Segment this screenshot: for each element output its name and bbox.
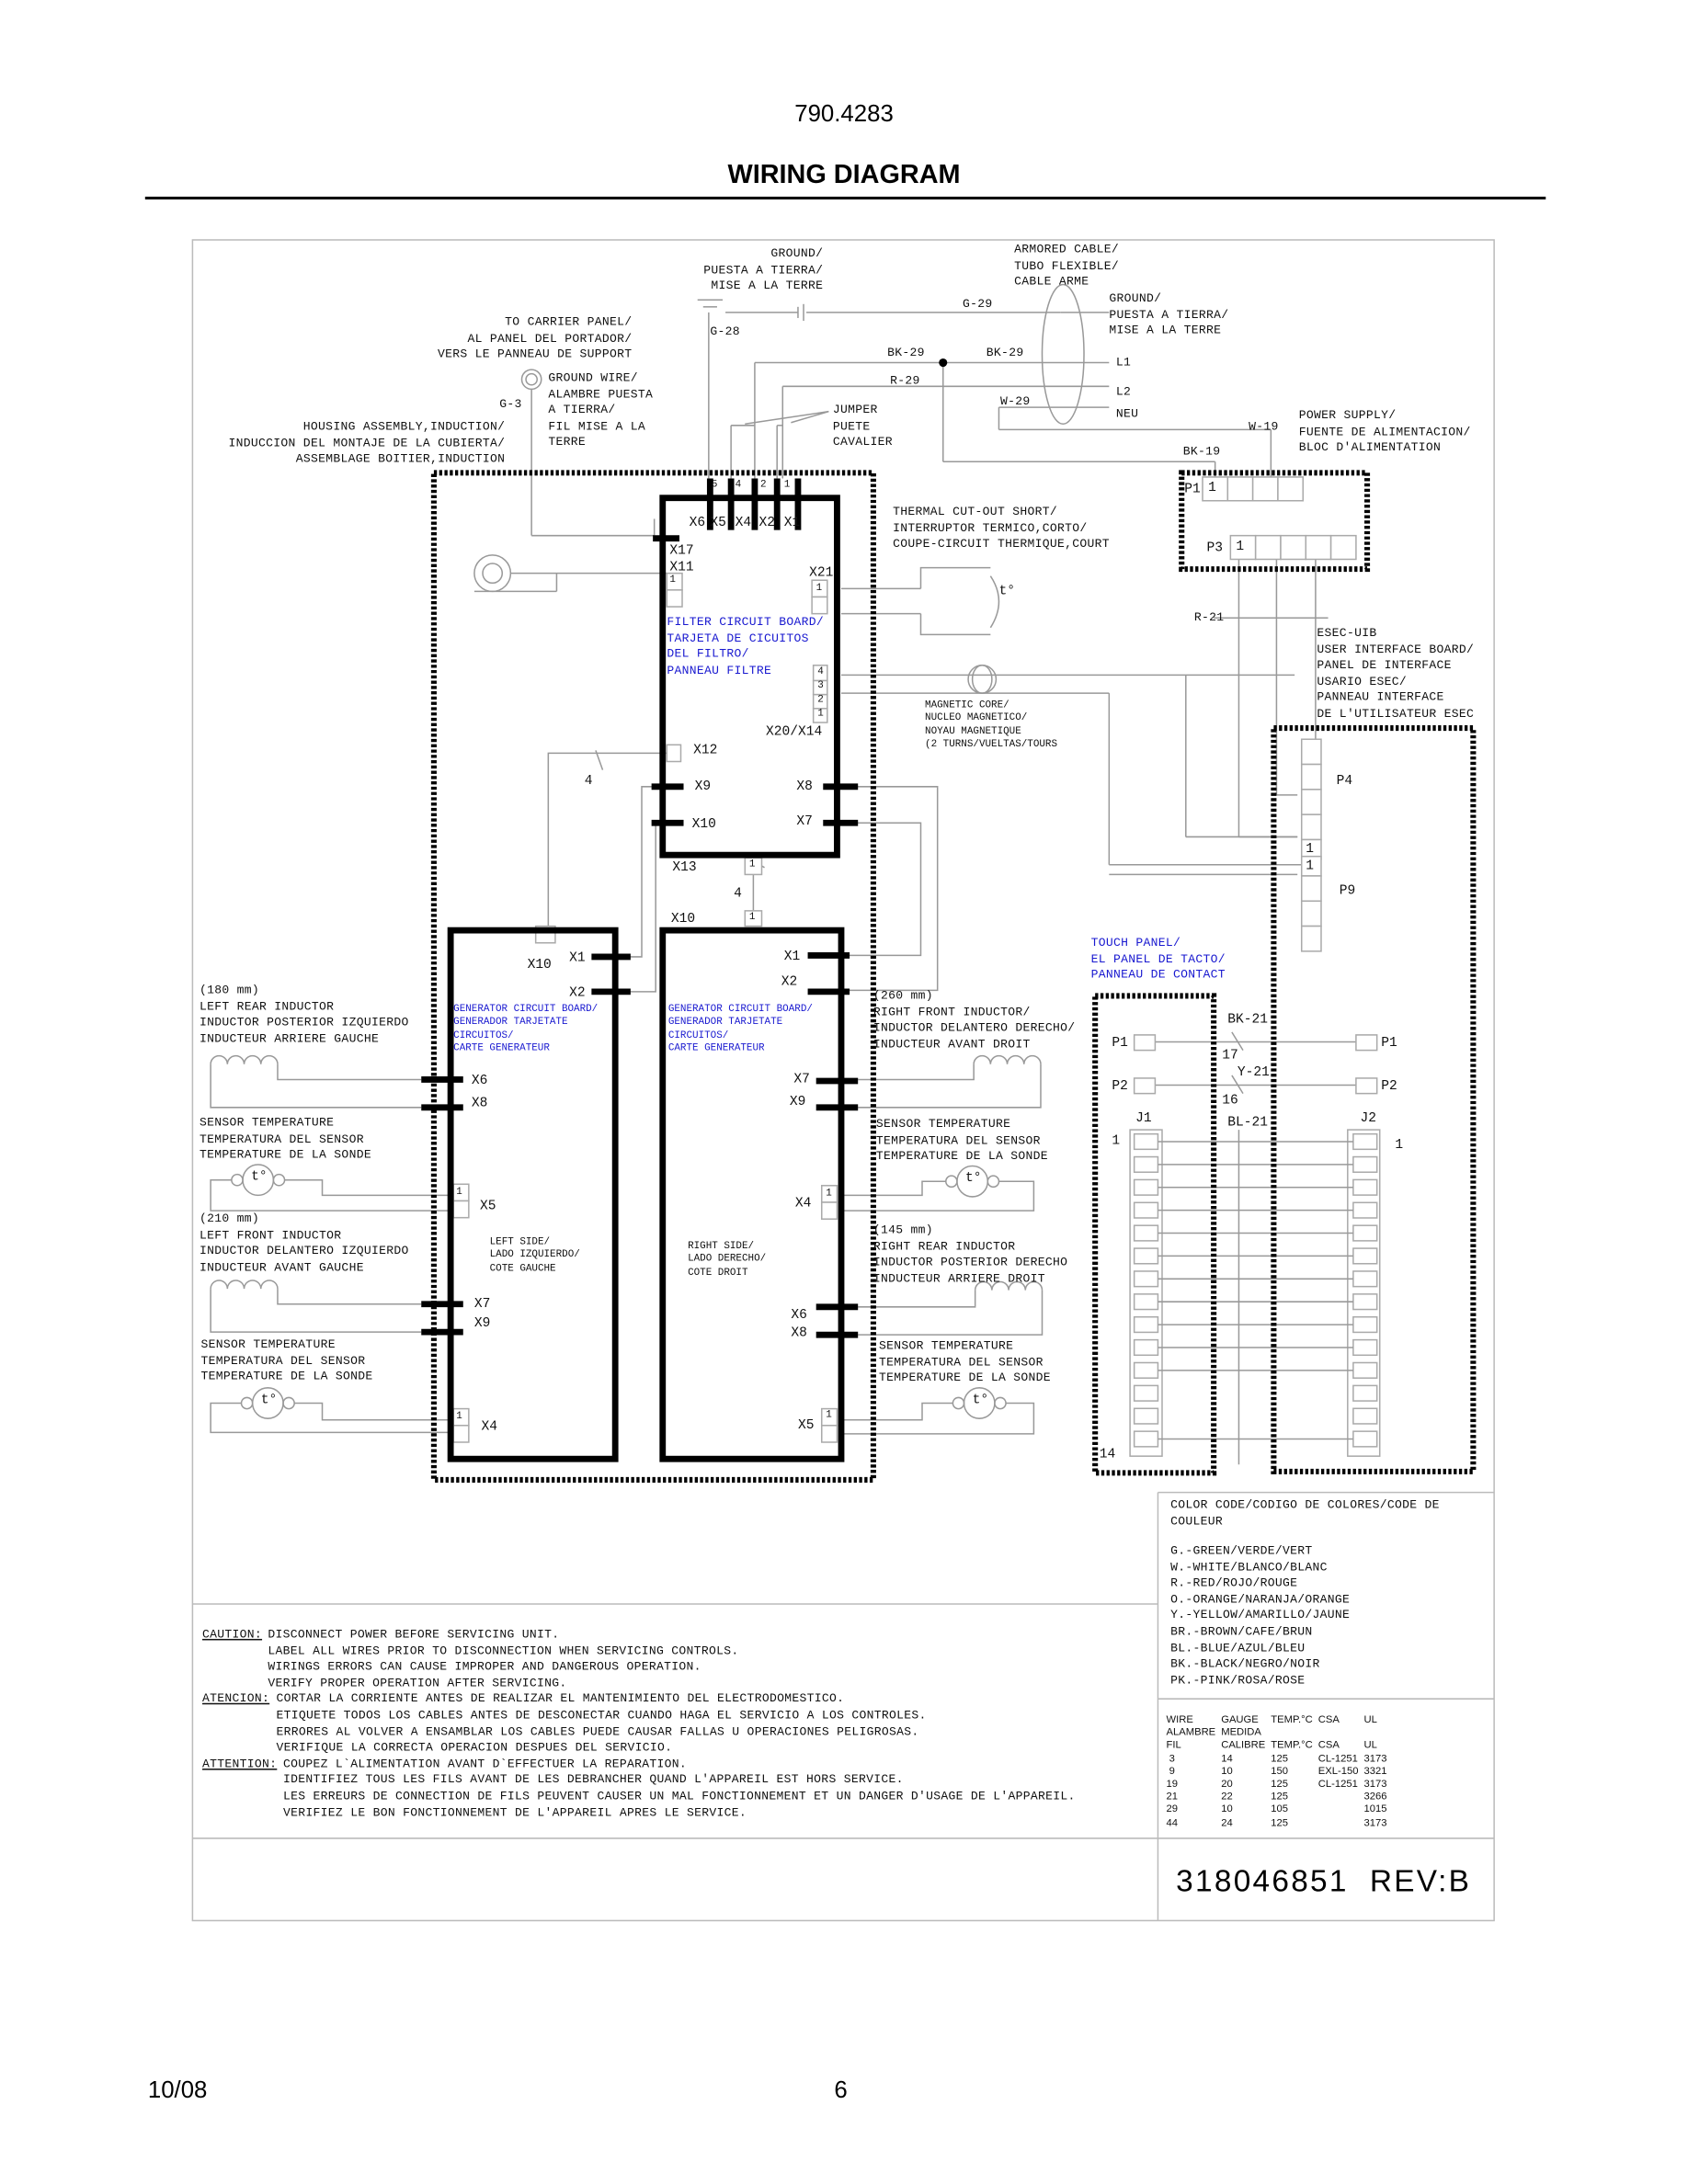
- wire-y21: Y-21: [1237, 1064, 1270, 1080]
- atencion-line-1: CORTAR LA CORRIENTE ANTES DE REALIZAR EL MANTENIMIENTO DEL ELECTRODOMESTICO.: [276, 1692, 845, 1707]
- wire-bk19: BK-19: [1182, 445, 1221, 460]
- header-cell: [1271, 1725, 1317, 1738]
- right-gen-label-x9: X9: [789, 1093, 806, 1109]
- caution-heading: CAUTION:: [202, 1627, 263, 1642]
- right-sensor-2-symbol: t°: [972, 1392, 989, 1408]
- cell: 24: [1221, 1815, 1233, 1828]
- label-x5-top: X5: [710, 514, 726, 530]
- table-row: [1167, 1790, 1393, 1803]
- atencion-heading: ATENCION:: [202, 1692, 270, 1707]
- wire-w19: W-19: [1249, 419, 1279, 434]
- header-cell: UL: [1363, 1738, 1377, 1751]
- atencion-line-3: ERRORES AL VOLVER A ENSAMBLAR LOS CABLES PUEDE CAUSAR FALLAS U OPERACIONES PELIGROSAS.: [276, 1724, 919, 1739]
- cell: 125: [1271, 1751, 1289, 1764]
- attention-heading: ATTENTION:: [202, 1757, 278, 1771]
- cell: 3173: [1363, 1815, 1387, 1828]
- label-x20-x14: X20/X14: [766, 723, 823, 740]
- footer-page-number: 6: [834, 2076, 848, 2104]
- header-cell: UL: [1363, 1712, 1377, 1726]
- attention-line-1: COUPEZ L`ALIMENTATION AVANT D`EFFECTUER LA REPARATION.: [283, 1757, 688, 1771]
- uib-label-p2: P2: [1381, 1077, 1397, 1094]
- left-gen-label-x7: X7: [473, 1295, 491, 1312]
- header-cell: ALAMBRE: [1166, 1725, 1216, 1738]
- j1-last-pin: 14: [1099, 1446, 1116, 1462]
- color-code-title: COLOR CODE/CODIGO DE COLORES/CODE DE COULEUR: [1170, 1497, 1440, 1529]
- right-rear-inductor-label: (145 mm) RIGHT REAR INDUCTOR INDUCTOR POSTERIOR DERECHO INDUCTEUR ARRIERE DROIT: [873, 1223, 1068, 1286]
- right-sensor-2-label: SENSOR TEMPERATURE TEMPERATURA DEL SENSOR TEMPERATURE DE LA SONDE: [878, 1338, 1051, 1386]
- x20-pin-3: 3: [817, 680, 824, 692]
- filter-pin-2: 2: [759, 479, 767, 492]
- color-code-item: G.-GREEN/VERDE/VERT: [1170, 1543, 1313, 1558]
- filter-board-label: FILTER CIRCUIT BOARD/ TARJETA DE CICUITOS DEL FILTRO/ PANNEAU FILTRE: [667, 615, 825, 678]
- label-x17: X17: [669, 542, 694, 558]
- label-x2-top: X2: [758, 514, 775, 530]
- left-sensor-2-label: SENSOR TEMPERATURE TEMPERATURA DEL SENSOR TEMPERATURE DE LA SONDE: [200, 1337, 373, 1384]
- attention-line-2: IDENTIFIEZ TOUS LES FILS AVANT DE LES DEBRANCHER QUAND L'APPAREIL EST HORS SERVICE.: [283, 1773, 904, 1788]
- header-cell: TEMP.°C: [1271, 1738, 1313, 1751]
- cell: CL-1251: [1317, 1751, 1358, 1764]
- wire-w29: W-29: [999, 394, 1031, 409]
- x20-pin-4: 4: [817, 666, 824, 678]
- label-x11: X11: [669, 559, 694, 575]
- cell: [1318, 1790, 1364, 1803]
- left-generator-board-label: GENERATOR CIRCUIT BOARD/ GENERADOR TARJETATE CIRCUITOS/ CARTE GENERATEUR: [453, 1004, 599, 1055]
- left-gen-label-x2: X2: [569, 984, 586, 1000]
- left-x4-pin-1: 1: [456, 1411, 462, 1423]
- cell: EXL-150: [1317, 1764, 1359, 1777]
- uib-label-p9: P9: [1339, 882, 1356, 899]
- x21-pin-1: 1: [815, 583, 823, 595]
- cell: 3173: [1363, 1777, 1387, 1790]
- table-row: [1167, 1777, 1393, 1790]
- wire-bk21: BK-21: [1227, 1011, 1269, 1027]
- header-cell: CALIBRE: [1221, 1738, 1266, 1751]
- attention-line-4: VERIFIEZ LE BON FONCTIONNEMENT DE L'APPAREIL APRES LE SERVICE.: [283, 1805, 747, 1820]
- color-code-item: BK.-BLACK/NEGRO/NOIR: [1170, 1656, 1320, 1672]
- wire-g3: G-3: [499, 397, 522, 412]
- atencion-line-4: VERIFIQUE LA CORRECTA OPERACION DESPUES DEL SERVICIO.: [276, 1740, 673, 1756]
- touch-panel-label: TOUCH PANEL/ EL PANEL DE TACTO/ PANNEAU DE CONTACT: [1090, 936, 1226, 983]
- label-x4-top: X4: [735, 514, 752, 530]
- armored-cable-label: ARMORED CABLE/ TUBO FLEXIBLE/ CABLE ARME: [1014, 243, 1119, 290]
- color-code-item: BR.-BROWN/CAFE/BRUN: [1170, 1624, 1313, 1639]
- header-cell: CSA: [1317, 1712, 1340, 1726]
- wire-bk29-a: BK-29: [887, 346, 925, 360]
- left-side-label: LEFT SIDE/ LADO IZQUIERDO/ COTE GAUCHE: [489, 1236, 580, 1275]
- esec-uib-label: ESEC-UIB USER INTERFACE BOARD/ PANEL DE INTERFACE USARIO ESEC/ PANNEAU INTERFACE DE L'UTILISATEUR ESEC: [1317, 626, 1475, 722]
- thermal-symbol: t°: [998, 583, 1015, 598]
- cell: 19: [1166, 1777, 1179, 1790]
- right-gen-label-x5: X5: [797, 1416, 815, 1433]
- left-gen-label-x10: X10: [527, 956, 552, 973]
- table-header-row: [1167, 1738, 1393, 1751]
- x20-pin-2: 2: [817, 694, 824, 706]
- uib-label-p4: P4: [1336, 772, 1353, 789]
- ground-label-top: GROUND/ PUESTA A TIERRA/ MISE A LA TERRE: [703, 246, 824, 293]
- left-gen-label-x8: X8: [471, 1095, 488, 1110]
- cell: 22: [1221, 1790, 1233, 1803]
- line-l2: L2: [1115, 384, 1132, 399]
- left-gen-label-x6: X6: [471, 1072, 488, 1088]
- color-code-item: PK.-PINK/ROSA/ROSE: [1170, 1673, 1306, 1688]
- x13-pin-1: 1: [748, 859, 756, 870]
- table-row: [1167, 1764, 1393, 1777]
- line-l1: L1: [1115, 355, 1132, 370]
- filter-pin-4: 4: [735, 479, 742, 492]
- table-header-row: [1167, 1712, 1393, 1725]
- table-row: [1167, 1751, 1393, 1764]
- left-gen-label-x4: X4: [481, 1418, 497, 1434]
- table-header-row: [1167, 1725, 1393, 1738]
- ground-label-right: GROUND/ PUESTA A TIERRA/ MISE A LA TERRE: [1109, 291, 1229, 338]
- right-gen-label-x2: X2: [781, 973, 798, 989]
- atencion-line-2: ETIQUETE TODOS LOS CABLES ANTES DE DESCONECTAR CUANDO HAGA EL SERVICIO A LOS CONTROLES.: [276, 1708, 927, 1723]
- x20-pin-1: 1: [817, 708, 824, 720]
- wire-bk29-b: BK-29: [986, 346, 1024, 360]
- p4-pin-1: 1: [1306, 840, 1315, 857]
- cell: 44: [1166, 1815, 1179, 1828]
- filter-pin-1: 1: [783, 479, 791, 492]
- filter-pin-5: 5: [711, 479, 718, 492]
- wire-g28: G-28: [710, 324, 740, 339]
- left-gen-label-x5: X5: [479, 1198, 496, 1214]
- label-x13: X13: [672, 859, 697, 875]
- header-cell: TEMP.°C: [1271, 1712, 1313, 1726]
- right-x4-pin-1: 1: [826, 1188, 832, 1200]
- wire-16: 16: [1222, 1092, 1238, 1108]
- ground-wire-label: GROUND WIRE/ ALAMBRE PUESTA A TIERRA/ FIL MISE A LA TERRE: [548, 370, 654, 450]
- right-gen-label-x4: X4: [794, 1195, 812, 1211]
- housing-assembly-label: HOUSING ASSEMBLY,INDUCTION/ INDUCCION DEL MONTAJE DE LA CUBIERTA/ ASSEMBLAGE BOITIER,INDUCTION: [228, 419, 506, 467]
- right-gen-label-x8: X8: [791, 1325, 807, 1341]
- left-x5-pin-1: 1: [456, 1187, 462, 1199]
- footer-date: 10/08: [147, 2076, 208, 2104]
- ps-label-p1: P1: [1184, 481, 1201, 497]
- label-x10: X10: [691, 815, 716, 832]
- right-side-label: RIGHT SIDE/ LADO DERECHO/ COTE DROIT: [688, 1241, 767, 1280]
- wire-count-4-a: 4: [584, 772, 593, 789]
- color-code-item: O.-ORANGE/NARANJA/ORANGE: [1170, 1592, 1351, 1607]
- cell: 125: [1271, 1777, 1289, 1790]
- part-number: 318046851 REV:B: [1176, 1863, 1472, 1899]
- cell: 10: [1221, 1803, 1233, 1815]
- magnetic-core-label: MAGNETIC CORE/ NUCLEO MAGNETICO/ NOYAU MAGNETIQUE (2 TURNS/VUELTAS/TOURS: [925, 700, 1058, 751]
- label-x12: X12: [693, 742, 718, 757]
- wire-17: 17: [1222, 1047, 1238, 1064]
- cell: 150: [1271, 1764, 1289, 1777]
- left-rear-inductor-label: (180 mm) LEFT REAR INDUCTOR INDUCTOR POSTERIOR IZQUIERDO INDUCTEUR ARRIERE GAUCHE: [199, 983, 409, 1046]
- power-supply-label: POWER SUPPLY/ FUENTE DE ALIMENTACION/ BLOC D'ALIMENTATION: [1298, 408, 1471, 455]
- to-carrier-panel-label: TO CARRIER PANEL/ AL PANEL DEL PORTADOR/ VERS LE PANNEAU DE SUPPORT: [438, 314, 633, 362]
- right-sensor-1-label: SENSOR TEMPERATURE TEMPERATURA DEL SENSOR TEMPERATURE DE LA SONDE: [875, 1117, 1048, 1164]
- left-sensor-1-label: SENSOR TEMPERATURE TEMPERATURA DEL SENSOR TEMPERATURE DE LA SONDE: [199, 1115, 371, 1163]
- right-gen-label-x10: X10: [670, 910, 696, 927]
- label-j2: J2: [1360, 1109, 1376, 1126]
- label-x7: X7: [796, 813, 813, 829]
- model-number: 790.4283: [794, 100, 894, 128]
- label-x8: X8: [796, 778, 813, 794]
- cell: 10: [1221, 1764, 1233, 1777]
- left-sensor-1-symbol: t°: [251, 1168, 268, 1185]
- label-x1-top: X1: [783, 514, 801, 530]
- cell: 3173: [1363, 1751, 1387, 1764]
- right-gen-label-x6: X6: [791, 1306, 807, 1323]
- table-row: [1167, 1815, 1393, 1828]
- table-row: [1167, 1803, 1393, 1815]
- cell: 105: [1271, 1803, 1289, 1815]
- cell: 29: [1166, 1803, 1179, 1815]
- cell: [1318, 1803, 1364, 1815]
- uib-label-p1: P1: [1381, 1034, 1397, 1051]
- line-neu: NEU: [1115, 407, 1139, 422]
- label-j1: J1: [1135, 1109, 1152, 1126]
- right-front-inductor-label: (260 mm) RIGHT FRONT INDUCTOR/ INDUCTOR DELANTERO DERECHO/ INDUCTEUR AVANT DROIT: [873, 988, 1076, 1052]
- tp-label-p1: P1: [1112, 1034, 1128, 1051]
- wire-r29: R-29: [890, 373, 920, 388]
- page-title: WIRING DIAGRAM: [727, 160, 961, 190]
- ribbon-connectors: [1130, 1130, 1380, 1456]
- header-cell: GAUGE: [1221, 1712, 1259, 1726]
- right-gen-label-x7: X7: [793, 1071, 810, 1087]
- jumper-label: JUMPER PUETE CAVALIER: [832, 403, 893, 449]
- header-cell: [1364, 1725, 1393, 1738]
- color-code-item: Y.-YELLOW/AMARILLO/JAUNE: [1170, 1609, 1351, 1623]
- cell: 3321: [1363, 1764, 1387, 1777]
- right-x5-pin-1: 1: [826, 1410, 832, 1422]
- cell: 21: [1166, 1790, 1179, 1803]
- wire-r21: R-21: [1193, 610, 1225, 625]
- left-sensor-2-symbol: t°: [260, 1392, 278, 1408]
- tp-label-p2: P2: [1112, 1077, 1128, 1094]
- label-x6-top: X6: [689, 514, 706, 530]
- caution-line-1: DISCONNECT POWER BEFORE SERVICING UNIT.: [268, 1627, 560, 1642]
- p9-pin-1: 1: [1306, 858, 1315, 873]
- j2-first-pin: 1: [1395, 1136, 1404, 1153]
- caution-line-3: WIRINGS ERRORS CAN CAUSE IMPROPER AND DANGEROUS OPERATION.: [268, 1659, 701, 1675]
- left-front-inductor-label: (210 mm) LEFT FRONT INDUCTOR INDUCTOR DELANTERO IZQUIERDO INDUCTEUR AVANT GAUCHE: [199, 1211, 409, 1275]
- thermal-cutout-label: THERMAL CUT-OUT SHORT/ INTERRUPTOR TERMICO,CORTO/ COUPE-CIRCUIT THERMIQUE,COURT: [893, 505, 1110, 552]
- ps-p3-pin-1: 1: [1236, 538, 1245, 554]
- header-cell: FIL: [1166, 1738, 1181, 1751]
- junction-dot: [939, 358, 947, 367]
- caution-line-2: LABEL ALL WIRES PRIOR TO DISCONNECTION WHEN SERVICING CONTROLS.: [268, 1644, 739, 1658]
- right-sensor-1-symbol: t°: [965, 1170, 982, 1186]
- cell: 125: [1271, 1815, 1289, 1828]
- right-generator-board-label: GENERATOR CIRCUIT BOARD/ GENERADOR TARJETATE CIRCUITOS/ CARTE GENERATEUR: [667, 1004, 813, 1055]
- left-gen-label-x9: X9: [473, 1314, 491, 1331]
- cell: CL-1251: [1317, 1777, 1358, 1790]
- wire-spec-table: [1167, 1712, 1393, 1828]
- header-cell: WIRE: [1166, 1712, 1193, 1726]
- right-gen-label-x1: X1: [783, 948, 801, 964]
- header-cell: MEDIDA: [1221, 1725, 1261, 1738]
- wire-bl21: BL-21: [1227, 1114, 1269, 1131]
- left-gen-label-x1: X1: [569, 950, 586, 966]
- cell: 125: [1271, 1790, 1289, 1803]
- wire-g29: G-29: [963, 297, 993, 312]
- j1-first-pin: 1: [1112, 1132, 1121, 1148]
- cell: 1015: [1363, 1803, 1387, 1815]
- x11-pin-1: 1: [669, 574, 676, 586]
- label-x9: X9: [694, 778, 712, 794]
- ps-p1-pin-1: 1: [1208, 479, 1216, 495]
- color-code-item: BL.-BLUE/AZUL/BLEU: [1170, 1641, 1306, 1655]
- x10-pin-1: 1: [748, 912, 756, 924]
- color-code-item: R.-RED/ROJO/ROUGE: [1170, 1575, 1298, 1591]
- attention-line-3: LES ERREURS DE CONNECTION DE FILS PEUVENT CAUSER UN MAL FONCTIONNEMENT ET UN DANGER D'USAGE DE L'APPAREIL.: [283, 1789, 1076, 1803]
- cell: 3: [1166, 1751, 1175, 1764]
- cell: 9: [1166, 1764, 1175, 1777]
- caution-line-4: VERIFY PROPER OPERATION AFTER SERVICING.: [268, 1676, 567, 1690]
- wire-count-4-b: 4: [734, 885, 742, 902]
- label-x21: X21: [809, 564, 834, 581]
- cell: 3266: [1363, 1790, 1387, 1803]
- ps-label-p3: P3: [1206, 540, 1224, 555]
- color-code-item: W.-WHITE/BLANCO/BLANC: [1170, 1560, 1328, 1575]
- header-cell: [1318, 1725, 1364, 1738]
- header-cell: CSA: [1317, 1738, 1340, 1751]
- cell: [1318, 1815, 1364, 1828]
- cell: 14: [1221, 1751, 1233, 1764]
- cell: 20: [1221, 1777, 1233, 1790]
